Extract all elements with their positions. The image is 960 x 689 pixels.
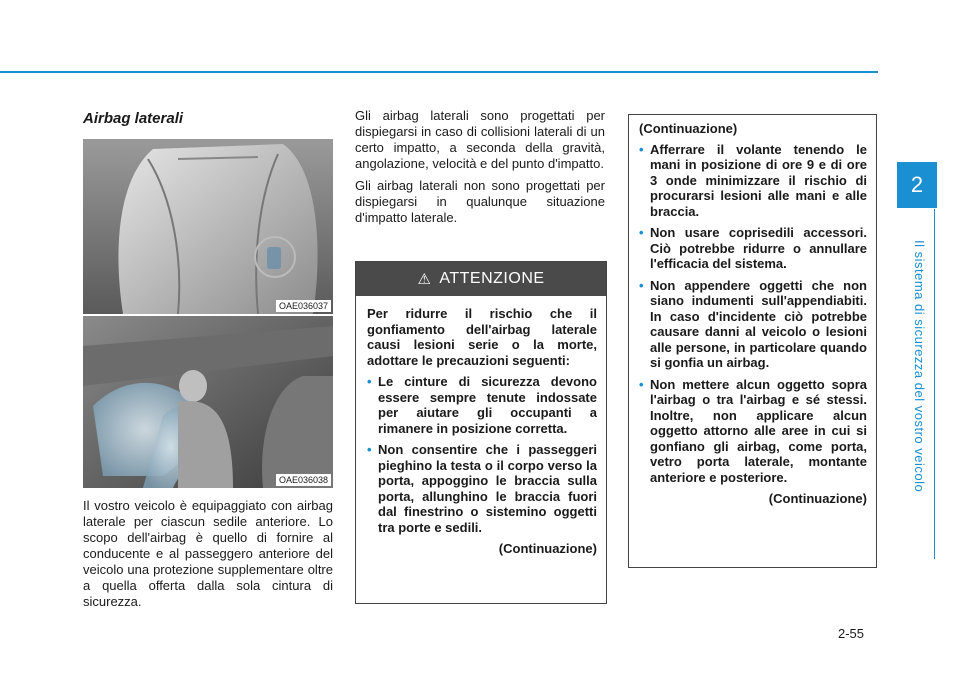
photo-code: OAE036038 bbox=[276, 474, 331, 486]
continuation-bullet-text: Non appendere oggetti che non siano indumenti sull'appendiabiti. In caso d'incidente ciò potrebbe causare danni al veicolo o lesioni alle persone, in particolare quando si gonfia un airbag. bbox=[650, 277, 867, 370]
column-2 bbox=[355, 108, 605, 232]
deployed-side-airbag-photo bbox=[83, 316, 333, 488]
warning-bullet-text: Le cinture di sicurezza devono essere sempre tenute indossate per aiutare gli occupanti a rimanere in posizione corretta. bbox=[378, 374, 597, 436]
continuation-bullet-text: Afferrare il volante tenendo le mani in posizione di ore 9 e di ore 3 onde minimizzare il rischio di procurarsi lesioni alle mani e alle braccia. bbox=[650, 141, 867, 219]
continuation-bullet bbox=[639, 377, 867, 486]
body-paragraph: Gli airbag laterali non sono progettati per dispiegarsi in qualunque situazione d'impatto laterale. bbox=[355, 178, 605, 225]
warning-title: ATTENZIONE bbox=[439, 270, 545, 287]
section-heading: Airbag laterali bbox=[83, 110, 184, 127]
warning-header bbox=[356, 262, 606, 296]
warning-body bbox=[356, 296, 606, 557]
bullet-icon: • bbox=[639, 141, 644, 157]
photo-code: OAE036037 bbox=[276, 300, 331, 312]
bullet-icon: • bbox=[639, 376, 644, 392]
bullet-icon: • bbox=[367, 374, 372, 389]
continued-label: (Continuazione) bbox=[768, 491, 867, 506]
warning-triangle-icon: ⚠ bbox=[417, 271, 432, 288]
warning-box bbox=[355, 261, 607, 604]
bullet-icon: • bbox=[639, 277, 644, 293]
header-rule bbox=[0, 71, 878, 73]
chapter-tab: 2 bbox=[897, 162, 937, 208]
chapter-side-rule bbox=[934, 209, 935, 559]
warning-bullet bbox=[367, 374, 597, 436]
continuation-bullet bbox=[639, 225, 867, 272]
continuation-title: (Continuazione) bbox=[639, 121, 738, 136]
seat-side-airbag-photo bbox=[83, 139, 333, 314]
warning-intro: Per ridurre il rischio che il gonfiamento dell'airbag laterale causi lesioni serie o la morte, adottare le precauzioni seguenti: bbox=[367, 306, 597, 368]
continuation-bullet-text: Non mettere alcun oggetto sopra l'airbag o tra l'airbag e sé stessi. Inoltre, non applicare alcun oggetto attorno alle aree in cui si gonfiano gli airbag, come porta, vetro porta laterale, montante anteriore e posteriore. bbox=[650, 376, 867, 485]
page-number: 2-55 bbox=[838, 626, 865, 641]
bullet-icon: • bbox=[639, 225, 644, 240]
chapter-title: Il sistema di sicurezza del vostro veicolo bbox=[912, 240, 927, 493]
bullet-icon: • bbox=[367, 442, 372, 457]
continuation-bullet-text: Non usare coprisedili accessori. Ciò potrebbe ridurre o annullare l'efficacia del sistema. bbox=[650, 225, 867, 271]
column-1 bbox=[83, 110, 333, 610]
continuation-bullet bbox=[639, 142, 867, 220]
warning-bullet-text: Non consentire che i passeggeri pieghino la testa o il corpo verso la porta, appoggino le braccia sulla porta, allunghino le braccia fuori dal finestrino o sistemino oggetti tra porte e sedili. bbox=[378, 442, 597, 535]
body-paragraph: Il vostro veicolo è equipaggiato con airbag laterale per ciascun sedile anteriore. Lo scopo dell'airbag è quello di fornire al conducente e al passeggero anteriore del veicolo una protezione supplementare oltre a quella offerta dalla sola cintura di sicurezza. bbox=[83, 498, 333, 609]
continuation-bullet bbox=[639, 278, 867, 371]
continuation-box bbox=[628, 114, 877, 568]
continued-label: (Continuazione) bbox=[498, 541, 597, 556]
body-paragraph: Gli airbag laterali sono progettati per dispiegarsi in caso di collisioni laterali di un certo impatto, a seconda della gravità, angolazione, velocità e del punto d'impatto. bbox=[355, 108, 605, 171]
continuation-body bbox=[629, 115, 876, 507]
warning-bullet bbox=[367, 442, 597, 535]
